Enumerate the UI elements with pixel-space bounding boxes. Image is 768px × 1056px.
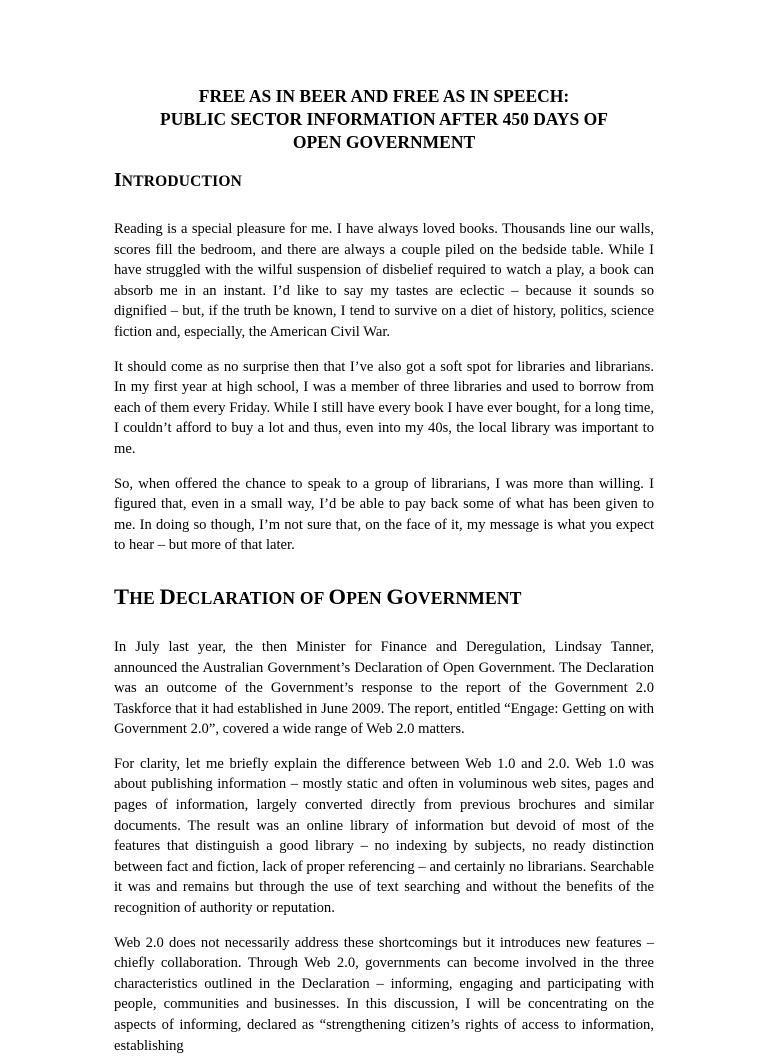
- intro-paragraph-1: Reading is a special pleasure for me. I have always loved books. Thousands line our walls, scores fill the bedroom, and there are always a couple piled on the bedside table. While I have struggled with the wilful suspension of disbelief required to watch a play, a book can absorb me in an instant. I’d like to say my tastes are eclectic – because it sounds so dignified – but, if the truth be known, I tend to survive on a diet of history, politics, science fiction and, especially, the American Civil War.: [114, 221, 654, 340]
- title-line-1: FREE AS IN BEER AND FREE AS IN SPEECH:: [198, 86, 570, 106]
- document-title: [114, 0, 654, 154]
- title-line-3: OPEN GOVERNMENT: [292, 132, 476, 152]
- heading-introduction-rest: NTRODUCTION: [121, 173, 242, 190]
- heading-introduction: [114, 170, 654, 192]
- heading-declaration-rest-2: ECLARATION OF: [175, 587, 329, 608]
- heading-introduction-cap: I: [114, 170, 122, 191]
- heading-declaration-rest-3: PEN: [346, 587, 387, 608]
- heading-declaration-cap-d: D: [159, 583, 176, 609]
- heading-declaration-cap-g: G: [386, 583, 405, 609]
- title-line-2: PUBLIC SECTOR INFORMATION AFTER 450 DAYS OF: [160, 109, 608, 129]
- declaration-paragraph-2: For clarity, let me briefly explain the difference between Web 1.0 and 2.0. Web 1.0 was about publishing information – mostly static and often in voluminous web sites, pages and pages of information, largely converted directly from previous brochures and similar documents. The result was an online library of information but devoid of most of the features that distinguish a good library – no indexing by subjects, no ready distinction between fact and fiction, lack of proper referencing – and certainly no librarians. Searchable it was and remains but through the use of text searching and without the benefits of the recognition of authority or reputation.: [114, 755, 654, 917]
- heading-declaration-cap-t: T: [114, 583, 130, 609]
- heading-declaration-rest-1: HE: [129, 587, 160, 608]
- declaration-paragraph-1: In July last year, the then Minister for Finance and Deregulation, Lindsay Tanner, announced the Australian Government’s Declaration of Open Government. The Declaration was an outcome of the Government’s response to the report of the Government 2.0 Taskforce that it had established in June 2009. The report, entitled “Engage: Getting on with Government 2.0”, covered a wide range of Web 2.0 matters.: [114, 638, 654, 738]
- intro-paragraph-3: So, when offered the chance to speak to a group of librarians, I was more than willing. I figured that, even in a small way, I’d be able to pay back some of what has been given to me. In doing so though, I’m not sure that, on the face of it, my message is what you expect to hear – but more of that later.: [114, 475, 654, 554]
- heading-declaration-cap-o: O: [328, 583, 347, 609]
- heading-declaration: [114, 584, 654, 610]
- heading-declaration-rest-4: OVERNMENT: [404, 587, 522, 608]
- intro-paragraph-2: It should come as no surprise then that I’ve also got a soft spot for libraries and librarians. In my first year at high school, I was a member of three libraries and used to borrow from each of them every Friday. While I still have every book I have ever bought, for a long time, I couldn’t afford to buy a lot and thus, even into my 40s, the local library was important to me.: [114, 358, 654, 457]
- declaration-paragraph-3: Web 2.0 does not necessarily address these shortcomings but it introduces new features – chiefly collaboration. Through Web 2.0, governments can become involved in the three characteristics outlined in the Declaration – informing, engaging and participating with people, communities and businesses. In this discussion, I will be concentrating on the aspects of informing, declared as “strengthening citizen’s rights of access to information, establishing: [114, 934, 654, 1054]
